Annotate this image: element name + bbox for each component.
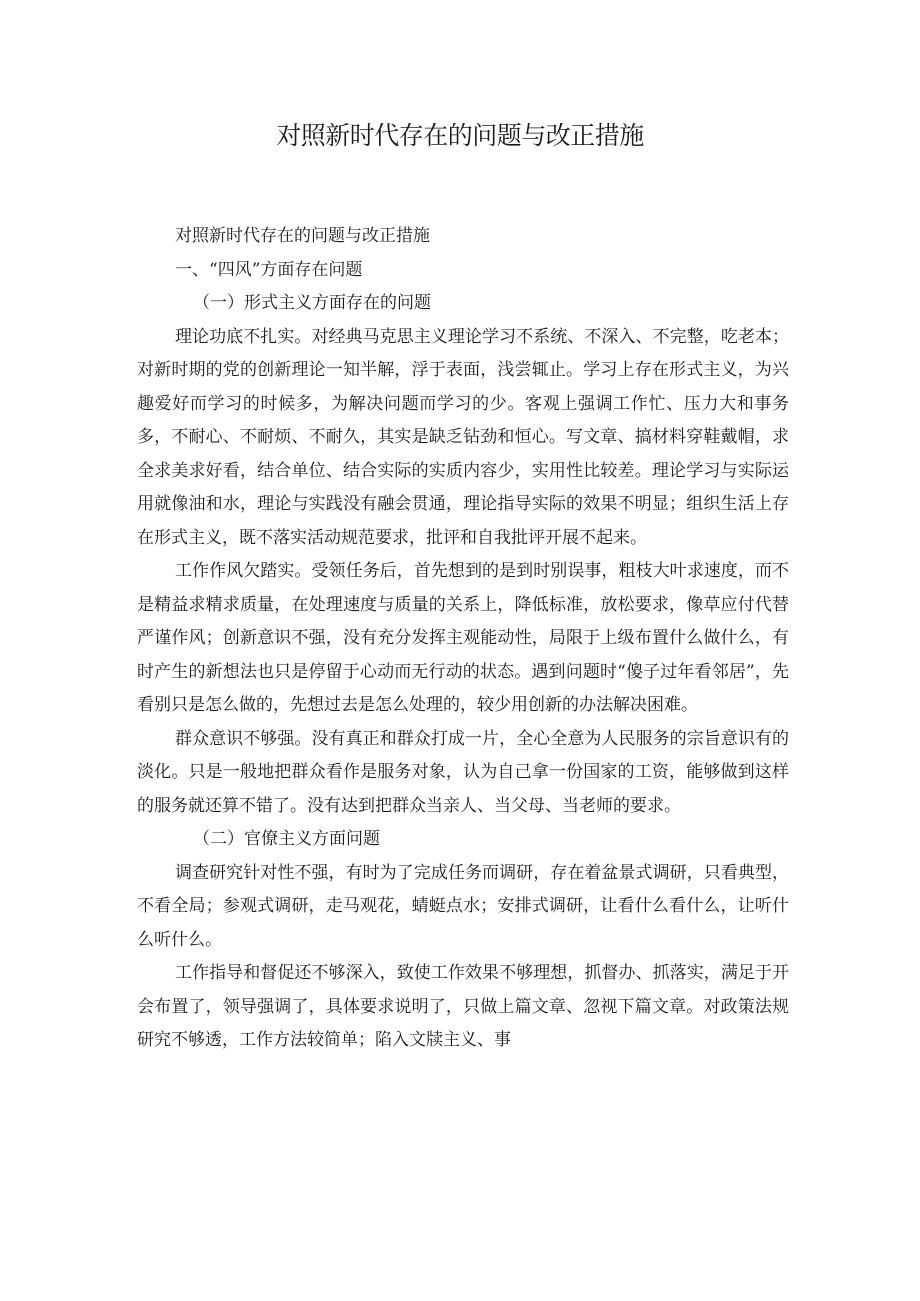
subsection-heading: （二）官僚主义方面问题: [193, 829, 380, 849]
paragraph: 调查研究针对性不强，有时为了完成任务而调研，存在着盆景式调研，只看典型，不看全局；参观式调研，走马观花，蜻蜓点水；安排式调研，让看什么看什么，让听什么听什么。: [137, 862, 789, 950]
document-subtitle: 对照新时代存在的问题与改正措施: [175, 226, 430, 246]
section-heading: 一、“四风”方面存在问题: [175, 259, 363, 280]
paragraph: 群众意识不够强。没有真正和群众打成一片，全心全意为人民服务的宗旨意识有的淡化。只是一般地把群众看作是服务对象，认为自己拿一份国家的工资，能够做到这样的服务就还算不错了。没有达到把群众当亲人、当父母、当老师的要求。: [137, 728, 789, 816]
document-title: 对照新时代存在的问题与改正措施: [276, 121, 644, 150]
paragraph: 理论功底不扎实。对经典马克思主义理论学习不系统、不深入、不完整，吃老本；对新时期的党的创新理论一知半解，浮于表面，浅尝辄止。学习上存在形式主义，为兴趣爱好而学习的时候多，为解决问题而学习的少。客观上强调工作忙、压力大和事务多，不耐心、不耐烦、不耐久，其实是缺乏钻劲和恒心。写文章、搞材料穿鞋戴帽，求全求美求好看，结合单位、结合实际的实质内容少，实用性比较差。理论学习与实际运用就像油和水，理论与实践没有融会贯通，理论指导实际的效果不明显；组织生活上存在形式主义，既不落实活动规范要求，批评和自我批评开展不起来。: [137, 326, 789, 548]
subsection-heading: （一）形式主义方面存在的问题: [193, 293, 431, 313]
paragraph: 工作作风欠踏实。受领任务后，首先想到的是到时别误事，粗枝大叶求速度，而不是精益求精求质量，在处理速度与质量的关系上，降低标准，放松要求，像草应付代替严谨作风；创新意识不强，没有充分发挥主观能动性，局限于上级布置什么做什么，有时产生的新想法也只是停留于心动而无行动的状态。遇到问题时“傻子过年看邻居”，先看别只是怎么做的，先想过去是怎么处理的，较少用创新的办法解决困难。: [137, 561, 789, 715]
paragraph: 工作指导和督促还不够深入，致使工作效果不够理想，抓督办、抓落实，满足于开会布置了，领导强调了，具体要求说明了，只做上篇文章、忽视下篇文章。对政策法规研究不够透，工作方法较简单；陷入文牍主义、事: [137, 963, 789, 1050]
document-body: [137, 220, 789, 1058]
